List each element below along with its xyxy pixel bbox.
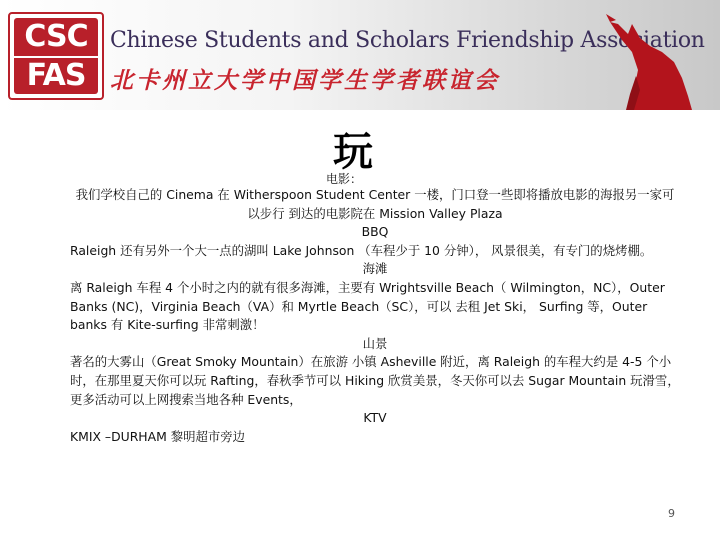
slide-title: 玩	[333, 129, 373, 175]
logo-top-text: CSC	[24, 19, 88, 54]
paragraph-mountain: 著名的大雾山（Great Smoky Mountain）在旅游 小镇 Asheville 附近，离 Raleigh 的车程大约是 4-5 个小时，在那里夏天你可以玩 Rafting，春秋季节可以 Hiking 欣赏美景，冬天你可以去 Sugar Mountain 玩滑雪，更多活动可以上网搜索当地各种 Events，	[70, 354, 680, 407]
logo-bottom-text: FAS	[14, 56, 98, 94]
paragraph-cinema: 我们学校自己的 Cinema 在 Witherspoon Student Center 一楼，门口登一些即将播放电影的海报另一家可以步行 到达的电影院在 Mission Valley Plaza	[75, 187, 675, 221]
slide-subtitle: 电影：	[326, 172, 363, 186]
heading-mountain: 山景	[362, 335, 388, 351]
slide-content	[70, 186, 680, 446]
org-name-chinese: 北卡州立大学中国学生学者联谊会	[110, 68, 500, 94]
paragraph-ktv: KMIX –DURHAM 黎明超市旁边	[70, 428, 246, 444]
page-number: 9	[668, 507, 675, 520]
heading-beach: 海滩	[362, 261, 388, 277]
heading-ktv: KTV	[363, 410, 387, 426]
howling-wolf-icon	[570, 0, 720, 110]
paragraph-bbq: Raleigh 还有另外一个大一点的湖叫 Lake Johnson （车程少于 10 分钟）， 风景很美，有专门的烧烤棚。	[70, 242, 653, 258]
heading-bbq: BBQ	[361, 224, 389, 240]
header-banner	[0, 0, 720, 110]
paragraph-beach: 离 Raleigh 车程 4 个小时之内的就有很多海滩，主要有 Wrightsville Beach（ Wilmington，NC），Outer Banks (NC)，Virginia Beach（VA）和 Myrtle Beach（SC），可以 去租 Jet Ski， Surfing 等，Outer banks 有 Kite-surfing 非常刺激！	[70, 279, 665, 333]
cscfa-logo	[8, 12, 104, 100]
org-name-english: Chinese Students and Scholars Friendship Association	[110, 28, 705, 53]
